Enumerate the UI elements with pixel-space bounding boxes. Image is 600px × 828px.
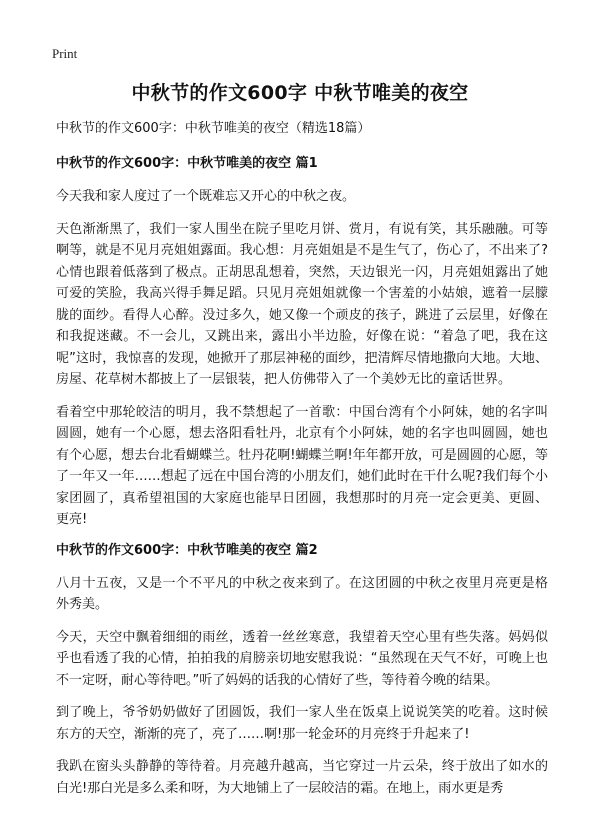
paragraph: 看着空中那轮皎洁的明月，我不禁想起了一首歌：中国台湾有个小阿妹，她的名字叫圆圆，她有一个心愿，想去洛阳看牡丹，北京有个小阿妹，她的名字也叫圆圆，她也有个心愿，想去台北看蝴蝶兰。牡丹花啊!蝴蝶兰啊!年年都开放，可是圆圆的心愿，等了一年又一年……想起了远在中国台湾的小朋友们，她们此时在干什么呢?我们每个小家团圆了，真希望祖国的大家庭也能早日团圆，我想那时的月亮一定会更美、更圆、更亮!: [56, 404, 548, 527]
paragraph: 八月十五夜，又是一个不平凡的中秋之夜来到了。在这团圆的中秋之夜里月亮更是格外秀美。: [56, 575, 548, 612]
paragraph: 今天，天空中飘着细细的雨丝，透着一丝丝寒意，我望着天空心里有些失落。妈妈似乎也看透了我的心情，拍拍我的肩膀亲切地安慰我说：“虽然现在天气不好，可晚上也不一定呀，耐心等待吧。”听了妈妈的话我的心情好了些，等待着今晚的结果。: [56, 629, 548, 688]
article-subtitle: 中秋节的作文600字：中秋节唯美的夜空（精选18篇）: [56, 121, 371, 136]
print-label: Print: [52, 46, 78, 61]
section-heading-1: 中秋节的作文600字：中秋节唯美的夜空 篇1: [56, 156, 318, 171]
paragraph: 今天我和家人度过了一个既难忘又开心的中秋之夜。: [56, 189, 356, 204]
paragraph: 天色渐渐黑了，我们一家人围坐在院子里吃月饼、赏月，有说有笑，其乐融融。可等啊等，就是不见月亮姐姐露面。我心想：月亮姐姐是不是生气了，伤心了，不出来了?心情也跟着低落到了极点。正胡思乱想着，突然，天边银光一闪，月亮姐姐露出了她可爱的笑脸，我高兴得手舞足蹈。只见月亮姐姐就像一个害羞的小姑娘，遮着一层朦胧的面纱。看得人心醉。没过多久，她又像一个顽皮的孩子，跳进了云层里，好像在和我捉迷藏。不一会儿，又跳出来，露出小半边脸，好像在说：“着急了吧，我在这呢”这时，我惊喜的发现，她掀开了那层神秘的面纱，把清辉尽情地撒向大地。大地、房屋、花草树木都披上了一层银装，把人仿佛带入了一个美妙无比的童话世界。: [56, 221, 548, 387]
section-heading-2: 中秋节的作文600字：中秋节唯美的夜空 篇2: [56, 542, 318, 558]
paragraph: 我趴在窗头头静静的等待着。月亮越升越高，当它穿过一片云朵，终于放出了如水的白光!那白光是多么柔和呀，为大地铺上了一层皎洁的霜。在地上，雨水更是秀: [56, 759, 548, 796]
page-title: 中秋节的作文600字 中秋节唯美的夜空: [131, 82, 469, 104]
paragraph: 到了晚上，爷爷奶奶做好了团圆饭，我们一家人坐在饭桌上说说笑笑的吃着。这时候东方的天空，渐渐的亮了，亮了……啊!那一轮金环的月亮终于升起来了!: [56, 705, 548, 742]
article-body: [56, 120, 548, 810]
